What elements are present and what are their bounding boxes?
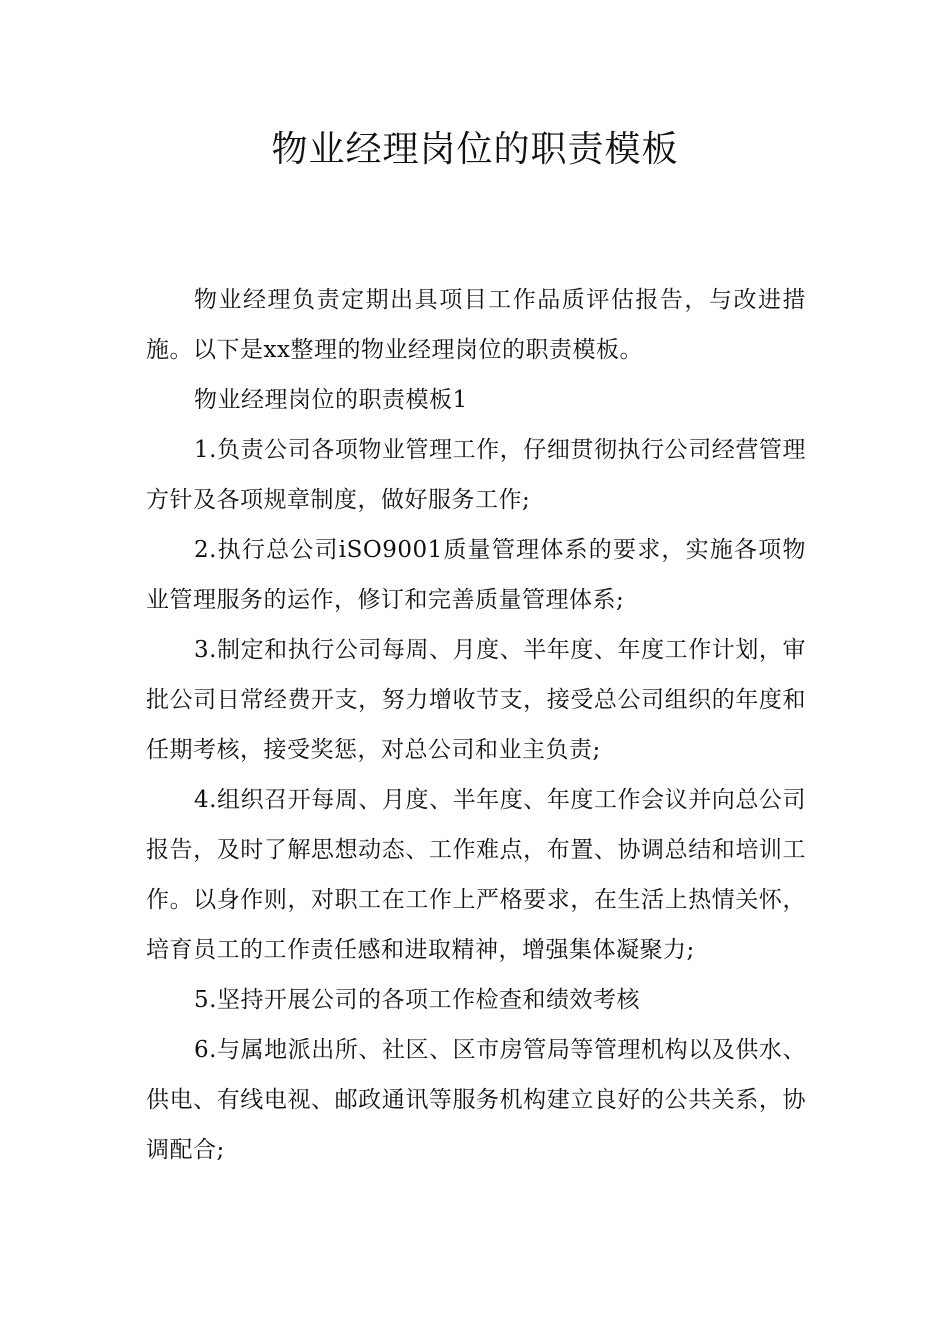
document-title: 物业经理岗位的职责模板 — [271, 129, 679, 170]
document-body — [146, 275, 806, 1175]
intro-paragraph: 物业经理负责定期出具项目工作品质评估报告，与改进措施。以下是xx整理的物业经理岗位的职责模板。 — [146, 287, 806, 363]
duty-item-1: 1.负责公司各项物业管理工作，仔细贯彻执行公司经营管理方针及各项规章制度，做好服务工作; — [146, 437, 806, 513]
duty-item-6: 6.与属地派出所、社区、区市房管局等管理机构以及供水、供电、有线电视、邮政通讯等服务机构建立良好的公共关系，协调配合; — [146, 1037, 806, 1163]
duty-item-4: 4.组织召开每周、月度、半年度、年度工作会议并向总公司报告，及时了解思想动态、工作难点，布置、协调总结和培训工作。以身作则，对职工在工作上严格要求，在生活上热情关怀，培育员工的工作责任感和进取精神，增强集体凝聚力; — [146, 787, 806, 963]
section-heading: 物业经理岗位的职责模板1 — [194, 387, 468, 413]
duty-item-2: 2.执行总公司iSO9001质量管理体系的要求，实施各项物业管理服务的运作，修订和完善质量管理体系; — [146, 537, 806, 613]
duty-item-5: 5.坚持开展公司的各项工作检查和绩效考核 — [194, 987, 640, 1013]
duty-item-3: 3.制定和执行公司每周、月度、半年度、年度工作计划，审批公司日常经费开支，努力增收节支，接受总公司组织的年度和任期考核，接受奖惩，对总公司和业主负责; — [146, 637, 806, 763]
